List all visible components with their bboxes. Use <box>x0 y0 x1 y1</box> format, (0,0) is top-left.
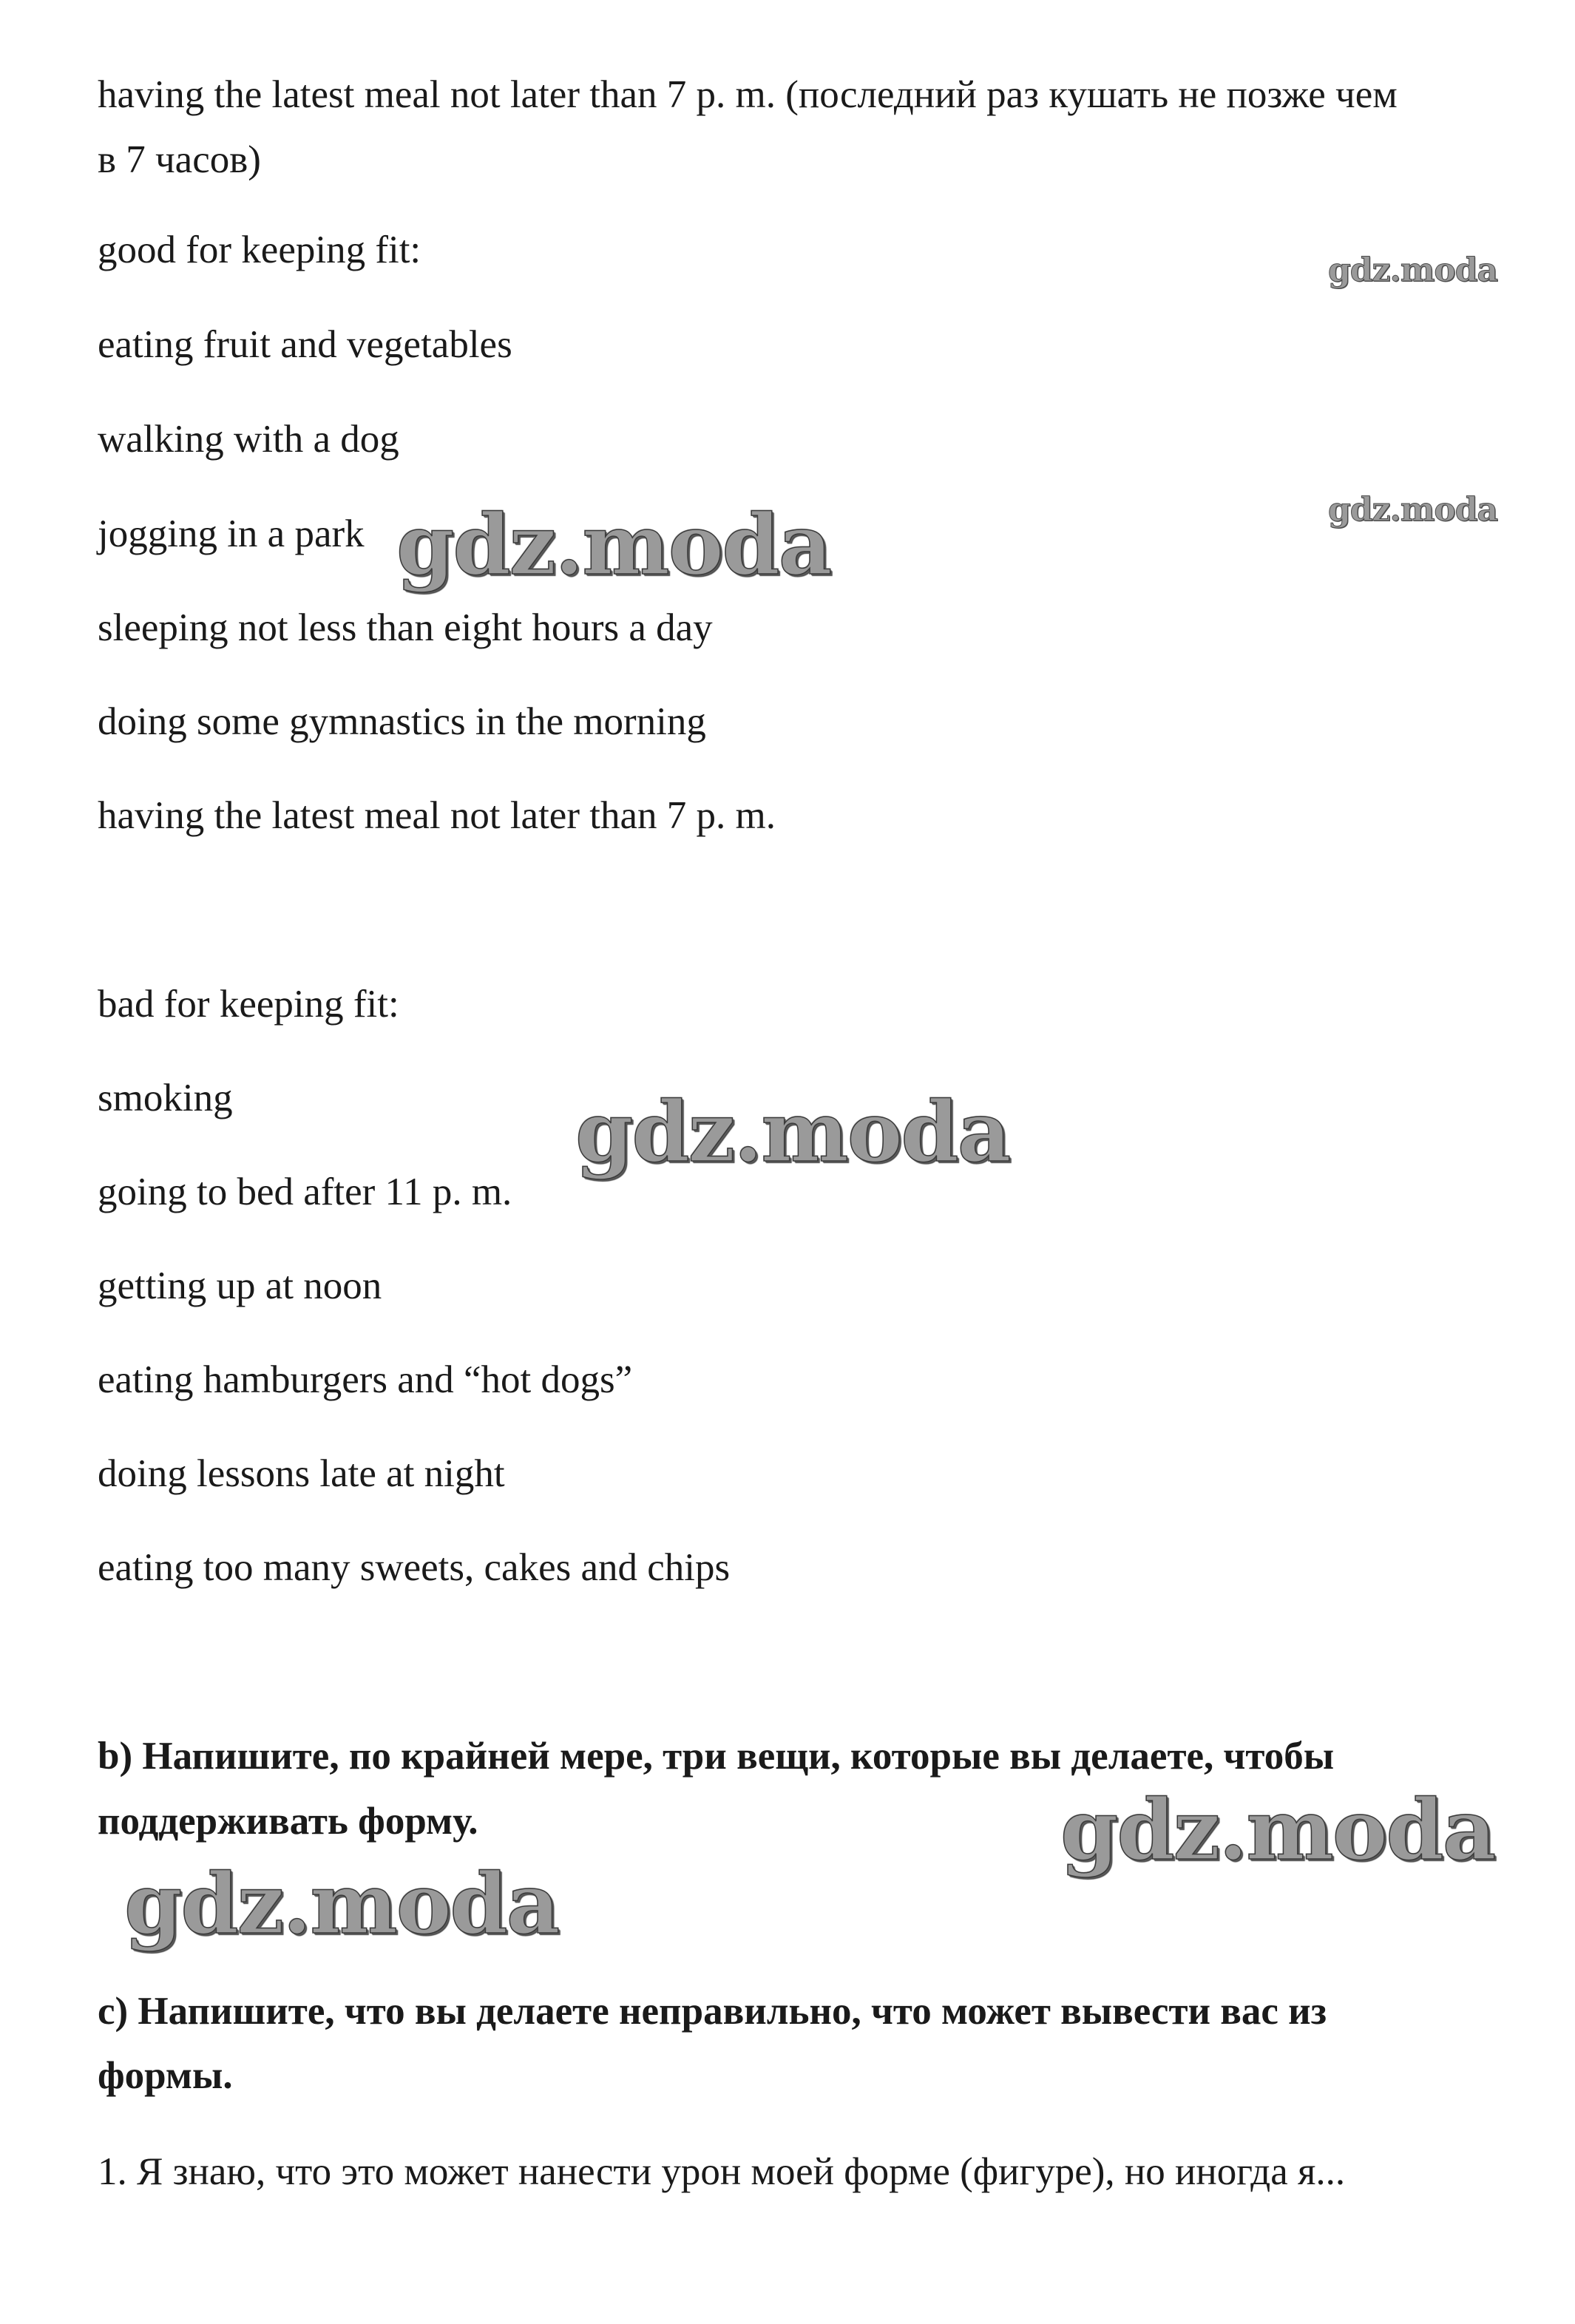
bad-item: smoking <box>98 1077 233 1119</box>
bad-item: going to bed after 11 p. m. <box>98 1171 512 1213</box>
good-section-heading: good for keeping fit: <box>98 228 421 271</box>
intro-line-2: в 7 часов) <box>98 138 261 181</box>
good-item: doing some gymnastics in the morning <box>98 700 706 743</box>
watermark-logo: gdz.moda <box>1060 1782 1495 1879</box>
bad-item: doing lessons late at night <box>98 1452 505 1495</box>
good-item: having the latest meal not later than 7 p. m. <box>98 794 776 837</box>
bad-item: eating hamburgers and “hot dogs” <box>98 1358 633 1401</box>
good-item: sleeping not less than eight hours a day <box>98 606 713 649</box>
answer-1: 1. Я знаю, что это может нанести урон моей форме (фигуре), но иногда я... <box>98 2150 1346 2193</box>
task-b-line-2: поддерживать форму. <box>98 1800 478 1843</box>
bad-item: getting up at noon <box>98 1264 382 1307</box>
watermark-logo: gdz.moda <box>1328 251 1498 289</box>
task-c-line-2: формы. <box>98 2054 233 2097</box>
bad-item: eating too many sweets, cakes and chips <box>98 1546 731 1589</box>
watermark-logo: gdz.moda <box>396 497 831 594</box>
task-b-line-1: b) Напишите, по крайней мере, три вещи, которые вы делаете, чтобы <box>98 1735 1335 1778</box>
watermark-logo: gdz.moda <box>1328 491 1498 529</box>
good-item: eating fruit and vegetables <box>98 323 512 366</box>
good-item: jogging in a park <box>98 512 365 555</box>
good-item: walking with a dog <box>98 418 399 461</box>
task-c-line-1: c) Напишите, что вы делаете неправильно, что может вывести вас из <box>98 1990 1327 2033</box>
watermark-logo: gdz.moda <box>124 1856 559 1953</box>
watermark-logo: gdz.moda <box>575 1084 1010 1181</box>
bad-section-heading: bad for keeping fit: <box>98 983 399 1026</box>
intro-line-1: having the latest meal not later than 7 p. m. (последний раз кушать не позже чем <box>98 73 1398 116</box>
